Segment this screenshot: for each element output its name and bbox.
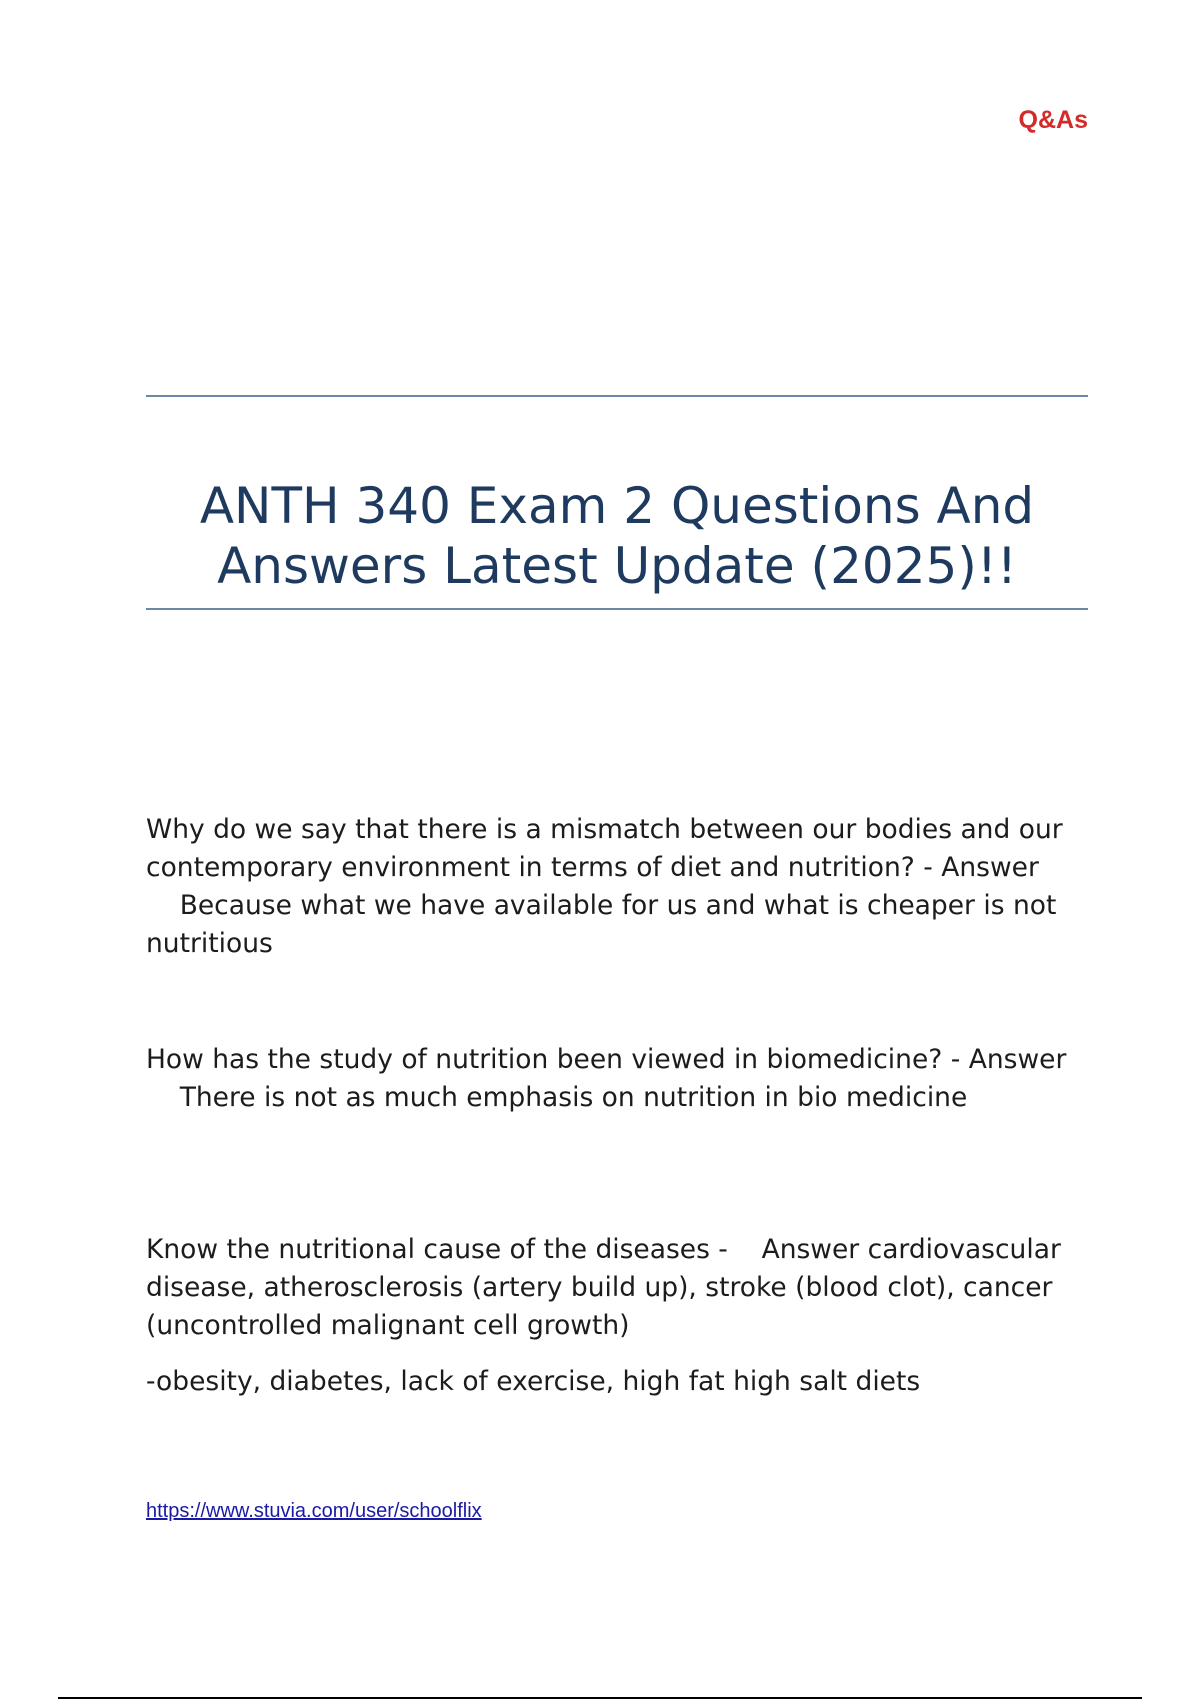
qa-answer: cardiovascular disease, atherosclerosis (artery build up), stroke (blood clot), cancer (uncontrolled malignant cell growth)	[146, 1234, 1061, 1341]
qa-answer-label: Answer	[761, 1234, 860, 1265]
qa-answer-label: Answer	[941, 852, 1039, 883]
qa-answer-label: Answer	[968, 1044, 1067, 1075]
qa-extra-line: -obesity, diabetes, lack of exercise, high fat high salt diets	[146, 1366, 921, 1397]
qa-question: Know the nutritional cause of the diseases -	[146, 1234, 728, 1265]
qa-paragraph	[146, 811, 1086, 963]
qa-paragraph	[146, 1231, 1086, 1345]
qa-item	[146, 811, 1086, 963]
source-link[interactable]: https://www.stuvia.com/user/schoolflix	[146, 1500, 482, 1522]
qa-item	[146, 1231, 1086, 1401]
title-bottom-rule	[146, 608, 1088, 610]
title-top-rule	[146, 395, 1088, 397]
document-title: ANTH 340 Exam 2 Questions And Answers Latest Update (2025)!!	[199, 477, 1035, 595]
qa-answer: There is not as much emphasis on nutrition in bio medicine	[179, 1082, 968, 1113]
qa-item	[146, 1041, 1086, 1117]
qa-paragraph	[146, 1041, 1086, 1117]
footer-rule	[58, 1697, 1142, 1699]
qa-question: How has the study of nutrition been viewed in biomedicine? -	[146, 1044, 961, 1075]
qa-question: Why do we say that there is a mismatch between our bodies and our contemporary environment in terms of diet and nutrition? -	[146, 814, 1063, 883]
qa-answer: Because what we have available for us and what is cheaper is not nutritious	[146, 890, 1057, 959]
qa-header-label: Q&As	[1018, 106, 1088, 134]
